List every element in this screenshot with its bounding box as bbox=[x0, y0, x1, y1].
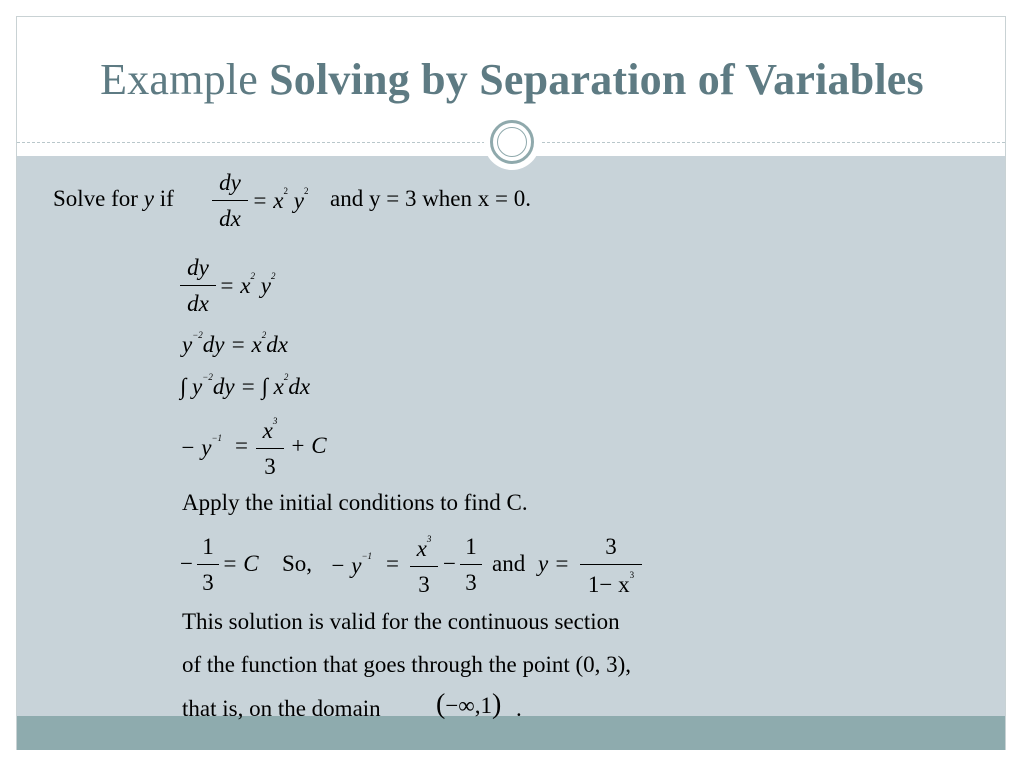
exponent: 3 bbox=[272, 416, 278, 426]
step4-lhs bbox=[180, 434, 222, 459]
exponent: 2 bbox=[261, 330, 267, 340]
exponent: 2 bbox=[303, 186, 309, 196]
problem-statement bbox=[53, 187, 174, 210]
step3-integral bbox=[180, 373, 310, 398]
step1-rhs bbox=[219, 272, 275, 297]
var-y: y bbox=[182, 332, 193, 357]
step5-solution-fraction bbox=[580, 535, 642, 596]
exponent: −1 bbox=[211, 433, 223, 443]
neg-y: − y bbox=[180, 435, 212, 460]
equals-sign: = bbox=[235, 433, 248, 458]
fraction-numerator: 3 bbox=[605, 534, 617, 559]
fraction-numerator: 1 bbox=[202, 534, 214, 559]
exponent: 2 bbox=[250, 271, 255, 281]
title-main: Solving by Separation of Variables bbox=[269, 55, 924, 104]
conclusion-line-2: of the function that goes through the point (0, 3), bbox=[182, 652, 632, 677]
fraction-denominator: dx bbox=[212, 200, 248, 230]
equation-middle: dy = x bbox=[202, 332, 262, 357]
exponent: 2 bbox=[283, 186, 288, 196]
footer-band bbox=[17, 716, 1005, 750]
equals-sign: = bbox=[386, 551, 399, 576]
period: . bbox=[516, 696, 522, 721]
fraction-denominator: 3 bbox=[256, 448, 284, 478]
exponent: −2 bbox=[192, 330, 203, 340]
equals-c: = C bbox=[222, 551, 259, 576]
y-equals: y = bbox=[538, 551, 570, 576]
step5-lhs bbox=[330, 552, 372, 577]
rhs-y: y bbox=[293, 188, 304, 213]
text-and: and bbox=[492, 551, 526, 576]
var-x: x bbox=[262, 418, 273, 443]
fraction-numerator bbox=[256, 417, 284, 448]
fraction-numerator: 1 bbox=[465, 534, 477, 559]
text-and: and bbox=[330, 186, 364, 211]
problem-rhs bbox=[252, 187, 308, 212]
domain-interval: (−∞,1) bbox=[436, 689, 502, 720]
conclusion-line-1: This solution is valid for the continuous section bbox=[182, 609, 620, 634]
problem-condition bbox=[330, 187, 531, 210]
slide-title bbox=[0, 54, 1024, 105]
fraction-dy-dx bbox=[212, 171, 248, 230]
text-so: So, bbox=[282, 551, 313, 576]
apply-initial-conditions-text: Apply the initial conditions to find C. bbox=[182, 490, 528, 515]
plus-constant: + C bbox=[290, 433, 327, 458]
integral-rhs: dy = ∫ x bbox=[212, 374, 284, 399]
ornament-inner-circle bbox=[497, 127, 527, 157]
exponent: 3 bbox=[629, 570, 635, 580]
fraction-denominator bbox=[580, 564, 642, 596]
domain-value: −∞,1 bbox=[445, 693, 492, 718]
differential: dx bbox=[288, 374, 311, 399]
fraction-numerator bbox=[410, 535, 438, 566]
neg-y: − y bbox=[330, 553, 362, 578]
minus-sign: − bbox=[443, 551, 456, 576]
integral-lhs: ∫ y bbox=[180, 374, 203, 399]
exponent: 2 bbox=[270, 271, 276, 281]
exponent: −2 bbox=[202, 372, 213, 382]
differential: dx bbox=[266, 332, 288, 357]
step5-fraction-x3 bbox=[410, 535, 438, 596]
var-x: x bbox=[416, 536, 427, 561]
step5-fraction-one-third bbox=[460, 535, 482, 594]
exponent: 3 bbox=[426, 534, 432, 544]
text-if: if bbox=[159, 186, 174, 211]
rhs-x: = x bbox=[219, 273, 251, 298]
exponent: 2 bbox=[283, 372, 289, 382]
step1-fraction bbox=[180, 256, 216, 315]
rhs-x: = x bbox=[252, 188, 284, 213]
fraction-numerator: dy bbox=[219, 170, 241, 195]
step4-fraction bbox=[256, 417, 284, 478]
var-y: y bbox=[143, 186, 154, 211]
fraction-denominator: 3 bbox=[410, 566, 438, 596]
minus-sign: − bbox=[180, 551, 193, 576]
rhs-y: y bbox=[260, 273, 271, 298]
initial-condition: y = 3 when x = 0. bbox=[368, 186, 531, 211]
title-prefix: Example bbox=[100, 55, 258, 104]
fraction-denominator: dx bbox=[180, 285, 216, 315]
denominator-expr: 1− x bbox=[587, 572, 630, 597]
exponent: −1 bbox=[361, 551, 373, 561]
conclusion-line-3: that is, on the domain bbox=[182, 696, 381, 721]
step5-fraction-c bbox=[197, 535, 219, 594]
text-solve-for: Solve for bbox=[53, 186, 138, 211]
fraction-denominator: 3 bbox=[197, 564, 219, 594]
step2-equation bbox=[182, 331, 288, 356]
fraction-numerator: dy bbox=[187, 255, 209, 280]
fraction-denominator: 3 bbox=[460, 564, 482, 594]
